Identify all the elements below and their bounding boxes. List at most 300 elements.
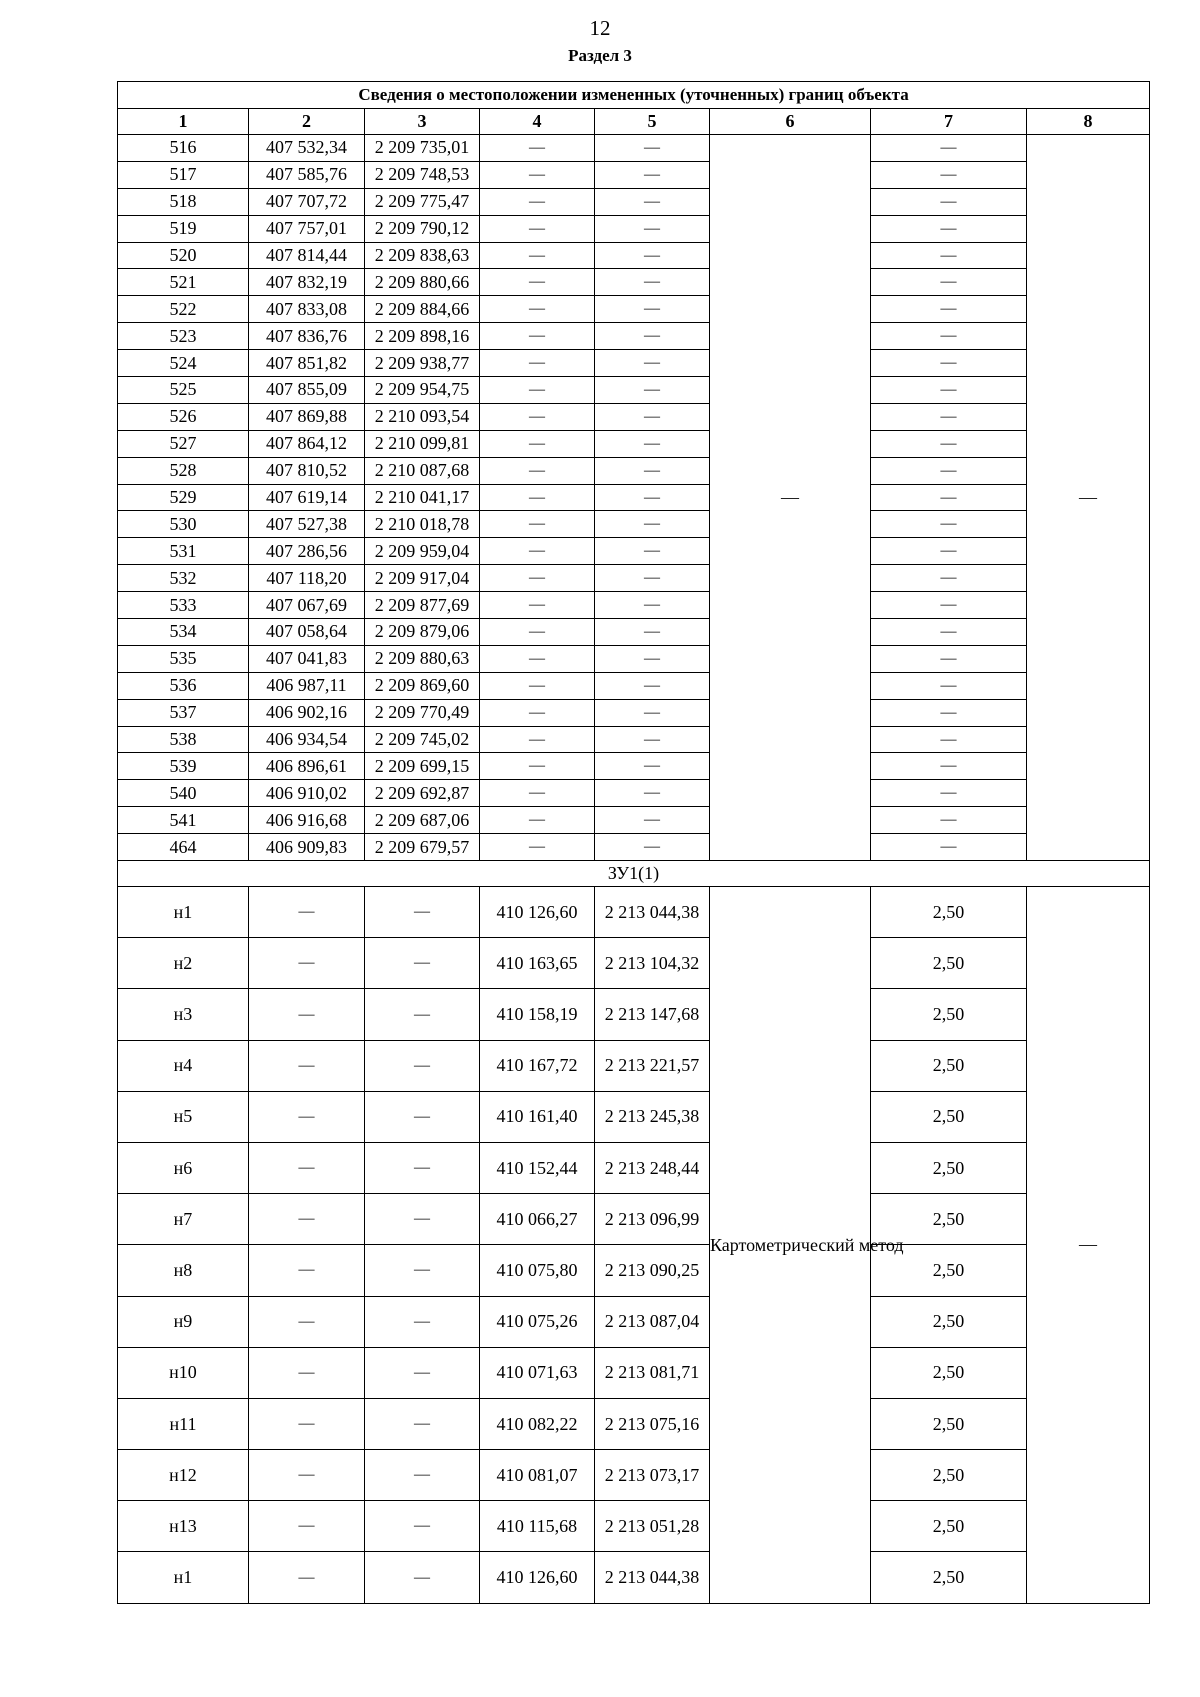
point-number-cell: 528 <box>118 457 249 484</box>
col4-cell: — <box>480 807 595 834</box>
y-coordinate-cell: 2 210 093,54 <box>365 403 480 430</box>
accuracy-cell: 2,50 <box>871 1501 1027 1552</box>
y-coordinate-cell: 2 209 775,47 <box>365 188 480 215</box>
accuracy-cell: — <box>871 430 1027 457</box>
table-row <box>118 834 1150 861</box>
old-x-cell: — <box>249 1450 365 1501</box>
x-coordinate-cell: 407 585,76 <box>249 161 365 188</box>
accuracy-cell: — <box>871 619 1027 646</box>
x-coordinate-cell: 407 286,56 <box>249 538 365 565</box>
table-row <box>118 215 1150 242</box>
col8-cell: — <box>1027 135 1150 861</box>
old-x-cell: — <box>249 1347 365 1398</box>
col4-cell: — <box>480 619 595 646</box>
table-row <box>118 1398 1150 1449</box>
y-coordinate-cell: 2 213 044,38 <box>595 887 710 938</box>
col4-cell: — <box>480 780 595 807</box>
point-number-cell: 533 <box>118 592 249 619</box>
old-x-cell: — <box>249 887 365 938</box>
col4-cell: — <box>480 188 595 215</box>
x-coordinate-cell: 407 527,38 <box>249 511 365 538</box>
y-coordinate-cell: 2 213 221,57 <box>595 1040 710 1091</box>
accuracy-cell: — <box>871 457 1027 484</box>
col5-cell: — <box>595 457 710 484</box>
y-coordinate-cell: 2 209 790,12 <box>365 215 480 242</box>
point-number-cell: н13 <box>118 1501 249 1552</box>
column-header: 6 <box>710 109 871 135</box>
accuracy-cell: — <box>871 323 1027 350</box>
accuracy-cell: — <box>871 645 1027 672</box>
accuracy-cell: — <box>871 161 1027 188</box>
point-number-cell: 527 <box>118 430 249 457</box>
accuracy-cell: — <box>871 565 1027 592</box>
old-x-cell: — <box>249 938 365 989</box>
y-coordinate-cell: 2 213 096,99 <box>595 1194 710 1245</box>
accuracy-cell: — <box>871 672 1027 699</box>
accuracy-cell: — <box>871 592 1027 619</box>
page-number: 12 <box>589 16 611 40</box>
col4-cell: — <box>480 323 595 350</box>
table-row <box>118 323 1150 350</box>
old-x-cell: — <box>249 1040 365 1091</box>
accuracy-cell: — <box>871 135 1027 162</box>
table-caption: Сведения о местоположении измененных (уточненных) границ объекта <box>118 82 1150 109</box>
col5-cell: — <box>595 807 710 834</box>
col5-cell: — <box>595 323 710 350</box>
x-coordinate-cell: 410 075,26 <box>480 1296 595 1347</box>
accuracy-cell: 2,50 <box>871 938 1027 989</box>
table-row <box>118 538 1150 565</box>
col5-cell: — <box>595 538 710 565</box>
column-header: 2 <box>249 109 365 135</box>
col4-cell: — <box>480 538 595 565</box>
col4-cell: — <box>480 161 595 188</box>
x-coordinate-cell: 407 619,14 <box>249 484 365 511</box>
table-row <box>118 1040 1150 1091</box>
table-row <box>118 645 1150 672</box>
x-coordinate-cell: 407 851,82 <box>249 350 365 377</box>
table-row <box>118 377 1150 404</box>
accuracy-cell: — <box>871 403 1027 430</box>
point-number-cell: 538 <box>118 726 249 753</box>
point-number-cell: н6 <box>118 1142 249 1193</box>
coordinates-table <box>117 81 1150 1604</box>
accuracy-cell: 2,50 <box>871 1194 1027 1245</box>
y-coordinate-cell: 2 209 880,66 <box>365 269 480 296</box>
x-coordinate-cell: 410 167,72 <box>480 1040 595 1091</box>
table-row <box>118 1347 1150 1398</box>
point-number-cell: 536 <box>118 672 249 699</box>
table-row <box>118 1501 1150 1552</box>
point-number-cell: н9 <box>118 1296 249 1347</box>
method-cell: — <box>710 135 871 861</box>
column-number-row <box>118 109 1150 135</box>
x-coordinate-cell: 407 707,72 <box>249 188 365 215</box>
point-number-cell: н1 <box>118 1552 249 1603</box>
point-number-cell: 530 <box>118 511 249 538</box>
table-row <box>118 1091 1150 1142</box>
section-title: Раздел 3 <box>568 46 632 65</box>
point-number-cell: 517 <box>118 161 249 188</box>
point-number-cell: н3 <box>118 989 249 1040</box>
old-y-cell: — <box>365 1398 480 1449</box>
accuracy-cell: 2,50 <box>871 1091 1027 1142</box>
col4-cell: — <box>480 242 595 269</box>
col5-cell: — <box>595 619 710 646</box>
x-coordinate-cell: 407 869,88 <box>249 403 365 430</box>
table-row <box>118 511 1150 538</box>
point-number-cell: 519 <box>118 215 249 242</box>
col5-cell: — <box>595 699 710 726</box>
col4-cell: — <box>480 135 595 162</box>
table-row <box>118 887 1150 938</box>
accuracy-cell: — <box>871 753 1027 780</box>
point-number-cell: н10 <box>118 1347 249 1398</box>
x-coordinate-cell: 407 864,12 <box>249 430 365 457</box>
table-row <box>118 296 1150 323</box>
accuracy-cell: — <box>871 377 1027 404</box>
old-x-cell: — <box>249 1142 365 1193</box>
old-y-cell: — <box>365 1296 480 1347</box>
x-coordinate-cell: 407 832,19 <box>249 269 365 296</box>
table-row <box>118 753 1150 780</box>
col5-cell: — <box>595 242 710 269</box>
x-coordinate-cell: 410 066,27 <box>480 1194 595 1245</box>
old-y-cell: — <box>365 938 480 989</box>
accuracy-cell: — <box>871 215 1027 242</box>
accuracy-cell: — <box>871 699 1027 726</box>
point-number-cell: 525 <box>118 377 249 404</box>
x-coordinate-cell: 407 855,09 <box>249 377 365 404</box>
col4-cell: — <box>480 672 595 699</box>
old-y-cell: — <box>365 1347 480 1398</box>
accuracy-cell: — <box>871 269 1027 296</box>
x-coordinate-cell: 406 934,54 <box>249 726 365 753</box>
point-number-cell: н11 <box>118 1398 249 1449</box>
accuracy-cell: 2,50 <box>871 1552 1027 1603</box>
table-row <box>118 780 1150 807</box>
accuracy-cell: — <box>871 296 1027 323</box>
point-number-cell: 520 <box>118 242 249 269</box>
col4-cell: — <box>480 430 595 457</box>
col4-cell: — <box>480 350 595 377</box>
table-row <box>118 1296 1150 1347</box>
x-coordinate-cell: 410 126,60 <box>480 887 595 938</box>
table-row <box>118 807 1150 834</box>
point-number-cell: 523 <box>118 323 249 350</box>
y-coordinate-cell: 2 209 699,15 <box>365 753 480 780</box>
x-coordinate-cell: 410 163,65 <box>480 938 595 989</box>
y-coordinate-cell: 2 209 938,77 <box>365 350 480 377</box>
x-coordinate-cell: 407 757,01 <box>249 215 365 242</box>
table-row <box>118 1245 1150 1296</box>
point-number-cell: н8 <box>118 1245 249 1296</box>
accuracy-cell: 2,50 <box>871 1450 1027 1501</box>
accuracy-cell: — <box>871 807 1027 834</box>
point-number-cell: н1 <box>118 887 249 938</box>
y-coordinate-cell: 2 213 051,28 <box>595 1501 710 1552</box>
y-coordinate-cell: 2 209 879,06 <box>365 619 480 646</box>
col5-cell: — <box>595 403 710 430</box>
col5-cell: — <box>595 834 710 861</box>
old-x-cell: — <box>249 1091 365 1142</box>
accuracy-cell: 2,50 <box>871 1296 1027 1347</box>
old-y-cell: — <box>365 1245 480 1296</box>
x-coordinate-cell: 407 532,34 <box>249 135 365 162</box>
col4-cell: — <box>480 484 595 511</box>
x-coordinate-cell: 410 081,07 <box>480 1450 595 1501</box>
table-row <box>118 592 1150 619</box>
y-coordinate-cell: 2 213 081,71 <box>595 1347 710 1398</box>
y-coordinate-cell: 2 213 075,16 <box>595 1398 710 1449</box>
x-coordinate-cell: 407 810,52 <box>249 457 365 484</box>
point-number-cell: 537 <box>118 699 249 726</box>
old-y-cell: — <box>365 1040 480 1091</box>
column-header: 3 <box>365 109 480 135</box>
point-number-cell: 524 <box>118 350 249 377</box>
col4-cell: — <box>480 296 595 323</box>
table-row <box>118 350 1150 377</box>
x-coordinate-cell: 406 987,11 <box>249 672 365 699</box>
table-row <box>118 619 1150 646</box>
y-coordinate-cell: 2 209 745,02 <box>365 726 480 753</box>
accuracy-cell: — <box>871 484 1027 511</box>
column-header: 4 <box>480 109 595 135</box>
table-row <box>118 565 1150 592</box>
old-y-cell: — <box>365 1142 480 1193</box>
point-number-cell: 532 <box>118 565 249 592</box>
point-number-cell: 529 <box>118 484 249 511</box>
point-number-cell: н7 <box>118 1194 249 1245</box>
y-coordinate-cell: 2 209 869,60 <box>365 672 480 699</box>
table-row <box>118 403 1150 430</box>
accuracy-cell: — <box>871 780 1027 807</box>
old-y-cell: — <box>365 1091 480 1142</box>
x-coordinate-cell: 406 896,61 <box>249 753 365 780</box>
col5-cell: — <box>595 780 710 807</box>
col5-cell: — <box>595 645 710 672</box>
col5-cell: — <box>595 188 710 215</box>
accuracy-cell: 2,50 <box>871 1398 1027 1449</box>
table-row <box>118 430 1150 457</box>
x-coordinate-cell: 406 916,68 <box>249 807 365 834</box>
table-row <box>118 1552 1150 1603</box>
x-coordinate-cell: 410 071,63 <box>480 1347 595 1398</box>
x-coordinate-cell: 407 041,83 <box>249 645 365 672</box>
col4-cell: — <box>480 457 595 484</box>
point-number-cell: н4 <box>118 1040 249 1091</box>
point-number-cell: 535 <box>118 645 249 672</box>
table-row <box>118 484 1150 511</box>
table-row <box>118 161 1150 188</box>
y-coordinate-cell: 2 209 748,53 <box>365 161 480 188</box>
accuracy-cell: — <box>871 242 1027 269</box>
point-number-cell: н2 <box>118 938 249 989</box>
point-number-cell: 526 <box>118 403 249 430</box>
accuracy-cell: — <box>871 834 1027 861</box>
accuracy-cell: — <box>871 188 1027 215</box>
accuracy-cell: 2,50 <box>871 887 1027 938</box>
col4-cell: — <box>480 403 595 430</box>
x-coordinate-cell: 406 909,83 <box>249 834 365 861</box>
y-coordinate-cell: 2 209 880,63 <box>365 645 480 672</box>
x-coordinate-cell: 410 075,80 <box>480 1245 595 1296</box>
x-coordinate-cell: 407 118,20 <box>249 565 365 592</box>
accuracy-cell: 2,50 <box>871 989 1027 1040</box>
y-coordinate-cell: 2 209 687,06 <box>365 807 480 834</box>
x-coordinate-cell: 410 158,19 <box>480 989 595 1040</box>
col4-cell: — <box>480 726 595 753</box>
section-label-row <box>118 861 1150 887</box>
x-coordinate-cell: 410 126,60 <box>480 1552 595 1603</box>
table-row <box>118 989 1150 1040</box>
table-row <box>118 1142 1150 1193</box>
col4-cell: — <box>480 377 595 404</box>
old-y-cell: — <box>365 1501 480 1552</box>
x-coordinate-cell: 407 067,69 <box>249 592 365 619</box>
col5-cell: — <box>595 484 710 511</box>
accuracy-cell: — <box>871 726 1027 753</box>
old-y-cell: — <box>365 989 480 1040</box>
col4-cell: — <box>480 834 595 861</box>
column-header: 5 <box>595 109 710 135</box>
y-coordinate-cell: 2 209 884,66 <box>365 296 480 323</box>
table-row <box>118 726 1150 753</box>
column-header: 7 <box>871 109 1027 135</box>
method-cell: Картометрический метод <box>710 887 871 1604</box>
point-number-cell: 534 <box>118 619 249 646</box>
point-number-cell: 464 <box>118 834 249 861</box>
point-number-cell: 541 <box>118 807 249 834</box>
col5-cell: — <box>595 753 710 780</box>
old-x-cell: — <box>249 1501 365 1552</box>
col5-cell: — <box>595 592 710 619</box>
col5-cell: — <box>595 430 710 457</box>
point-number-cell: н5 <box>118 1091 249 1142</box>
col5-cell: — <box>595 672 710 699</box>
x-coordinate-cell: 407 833,08 <box>249 296 365 323</box>
x-coordinate-cell: 406 902,16 <box>249 699 365 726</box>
table-row <box>118 135 1150 162</box>
y-coordinate-cell: 2 213 073,17 <box>595 1450 710 1501</box>
y-coordinate-cell: 2 213 044,38 <box>595 1552 710 1603</box>
y-coordinate-cell: 2 209 679,57 <box>365 834 480 861</box>
col4-cell: — <box>480 753 595 780</box>
column-header: 1 <box>118 109 249 135</box>
old-x-cell: — <box>249 1552 365 1603</box>
y-coordinate-cell: 2 209 735,01 <box>365 135 480 162</box>
y-coordinate-cell: 2 209 877,69 <box>365 592 480 619</box>
point-number-cell: 521 <box>118 269 249 296</box>
col4-cell: — <box>480 645 595 672</box>
col5-cell: — <box>595 215 710 242</box>
y-coordinate-cell: 2 209 898,16 <box>365 323 480 350</box>
table-row <box>118 672 1150 699</box>
y-coordinate-cell: 2 210 099,81 <box>365 430 480 457</box>
x-coordinate-cell: 410 152,44 <box>480 1142 595 1193</box>
y-coordinate-cell: 2 209 954,75 <box>365 377 480 404</box>
col4-cell: — <box>480 699 595 726</box>
y-coordinate-cell: 2 213 147,68 <box>595 989 710 1040</box>
old-x-cell: — <box>249 989 365 1040</box>
accuracy-cell: 2,50 <box>871 1142 1027 1193</box>
col4-cell: — <box>480 269 595 296</box>
table-row <box>118 269 1150 296</box>
y-coordinate-cell: 2 210 041,17 <box>365 484 480 511</box>
accuracy-cell: — <box>871 350 1027 377</box>
col4-cell: — <box>480 215 595 242</box>
point-number-cell: 518 <box>118 188 249 215</box>
old-x-cell: — <box>249 1194 365 1245</box>
y-coordinate-cell: 2 209 959,04 <box>365 538 480 565</box>
col5-cell: — <box>595 377 710 404</box>
x-coordinate-cell: 410 161,40 <box>480 1091 595 1142</box>
old-x-cell: — <box>249 1245 365 1296</box>
table-row <box>118 1450 1150 1501</box>
x-coordinate-cell: 407 836,76 <box>249 323 365 350</box>
x-coordinate-cell: 410 082,22 <box>480 1398 595 1449</box>
col5-cell: — <box>595 161 710 188</box>
point-number-cell: 522 <box>118 296 249 323</box>
accuracy-cell: — <box>871 538 1027 565</box>
y-coordinate-cell: 2 213 104,32 <box>595 938 710 989</box>
accuracy-cell: 2,50 <box>871 1347 1027 1398</box>
col5-cell: — <box>595 135 710 162</box>
x-coordinate-cell: 407 058,64 <box>249 619 365 646</box>
y-coordinate-cell: 2 213 245,38 <box>595 1091 710 1142</box>
y-coordinate-cell: 2 209 838,63 <box>365 242 480 269</box>
accuracy-cell: — <box>871 511 1027 538</box>
old-y-cell: — <box>365 1194 480 1245</box>
accuracy-cell: 2,50 <box>871 1040 1027 1091</box>
col4-cell: — <box>480 565 595 592</box>
col5-cell: — <box>595 269 710 296</box>
point-number-cell: 531 <box>118 538 249 565</box>
col5-cell: — <box>595 350 710 377</box>
x-coordinate-cell: 410 115,68 <box>480 1501 595 1552</box>
table-row <box>118 938 1150 989</box>
y-coordinate-cell: 2 213 090,25 <box>595 1245 710 1296</box>
old-x-cell: — <box>249 1398 365 1449</box>
old-y-cell: — <box>365 887 480 938</box>
point-number-cell: 539 <box>118 753 249 780</box>
col8-cell: — <box>1027 887 1150 1604</box>
point-number-cell: н12 <box>118 1450 249 1501</box>
accuracy-cell: 2,50 <box>871 1245 1027 1296</box>
col5-cell: — <box>595 726 710 753</box>
table-row <box>118 242 1150 269</box>
table-row <box>118 699 1150 726</box>
y-coordinate-cell: 2 209 770,49 <box>365 699 480 726</box>
x-coordinate-cell: 407 814,44 <box>249 242 365 269</box>
old-x-cell: — <box>249 1296 365 1347</box>
col4-cell: — <box>480 592 595 619</box>
col4-cell: — <box>480 511 595 538</box>
table-row <box>118 457 1150 484</box>
table-caption-row <box>118 82 1150 109</box>
column-header: 8 <box>1027 109 1150 135</box>
y-coordinate-cell: 2 209 692,87 <box>365 780 480 807</box>
col5-cell: — <box>595 511 710 538</box>
y-coordinate-cell: 2 213 087,04 <box>595 1296 710 1347</box>
table-row <box>118 1194 1150 1245</box>
section-label: ЗУ1(1) <box>118 861 1150 887</box>
y-coordinate-cell: 2 213 248,44 <box>595 1142 710 1193</box>
table-row <box>118 188 1150 215</box>
old-y-cell: — <box>365 1450 480 1501</box>
y-coordinate-cell: 2 209 917,04 <box>365 565 480 592</box>
old-y-cell: — <box>365 1552 480 1603</box>
